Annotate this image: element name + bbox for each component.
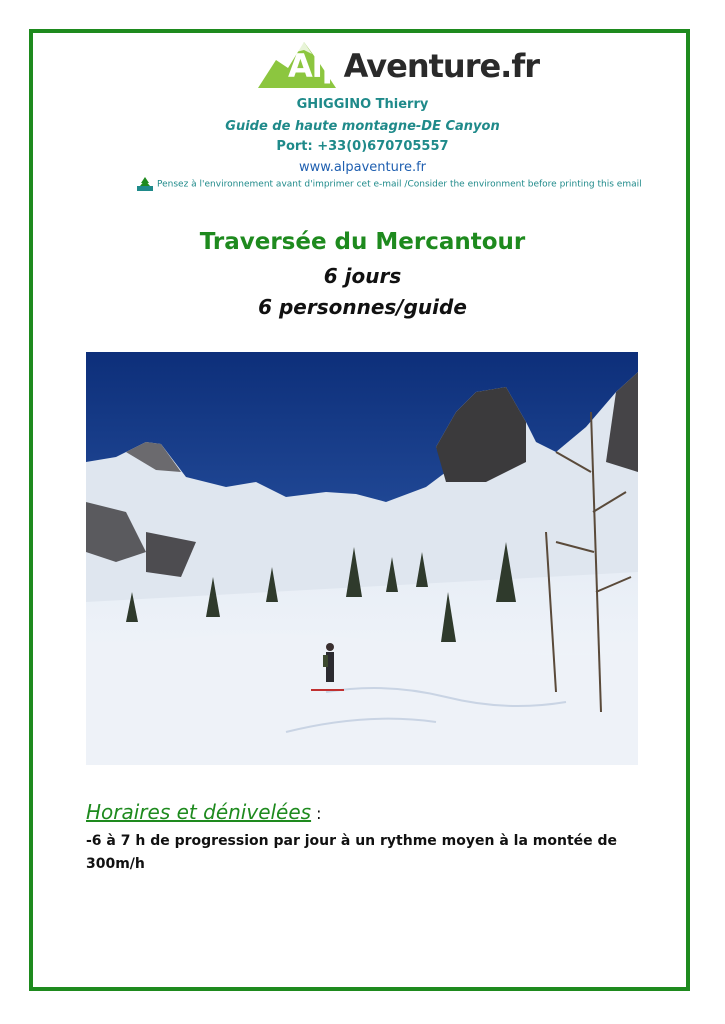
- guide-role: Guide de haute montagne-DE Canyon: [225, 119, 500, 134]
- mercantour-photo: [86, 352, 638, 765]
- section-heading-text: Horaires et dénivelées: [86, 800, 312, 824]
- logo-text: AlpAventure.fr: [288, 47, 540, 85]
- eco-note: [136, 177, 642, 191]
- trip-title: Traversée du Mercantour: [199, 229, 526, 255]
- section-heading: [86, 800, 322, 824]
- eco-note-text: Pensez à l'environnement avant d'imprimer cet e-mail /Consider the environment before printing this email: [157, 179, 642, 190]
- trip-group-size: 6 personnes/guide: [258, 295, 467, 319]
- schedule-text: -6 à 7 h de progression par jour à un rythme moyen à la montée de 300m/h: [86, 833, 618, 872]
- guide-name: GHIGGINO Thierry: [296, 97, 429, 112]
- eco-print-icon: [136, 177, 154, 191]
- website-link[interactable]: www.alpaventure.fr: [298, 160, 426, 175]
- trip-duration: 6 jours: [323, 264, 402, 288]
- section-heading-colon: :: [311, 804, 322, 823]
- guide-phone: Port: +33(0)670705557: [276, 139, 449, 154]
